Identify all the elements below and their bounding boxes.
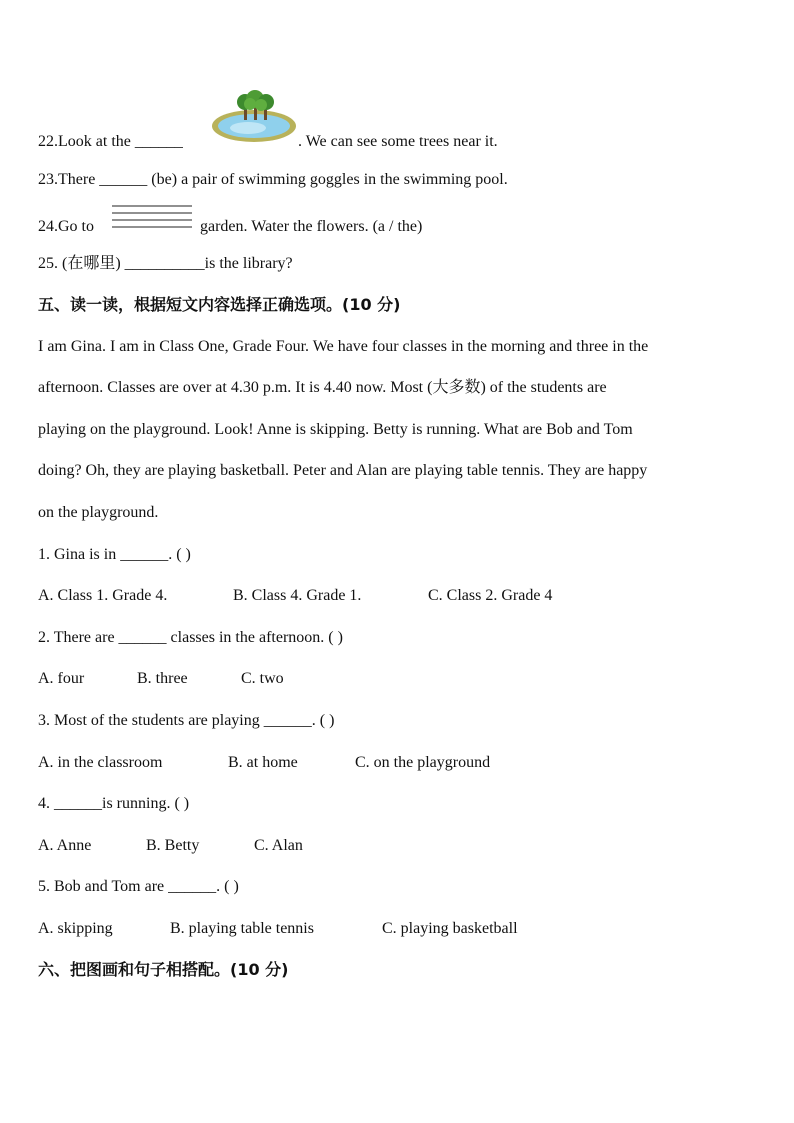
mc-question-5: 5. Bob and Tom are ______. ( ) [38, 878, 239, 895]
question-22-before: 22.Look at the ______ [38, 133, 183, 150]
passage-line: playing on the playground. Look! Anne is skipping. Betty is running. What are Bob and Tom [38, 421, 633, 438]
section-5-heading: 五、读一读，根据短文内容选择正确选项。(10 分) [38, 295, 401, 314]
question-22-after: . We can see some trees near it. [298, 133, 498, 150]
mc-question-2-option-a: A. four [38, 670, 85, 687]
section-6-heading: 六、把图画和句子相搭配。(10 分) [38, 960, 289, 979]
mc-question-2-option-c: C. two [241, 670, 284, 687]
writing-lines-picture [112, 204, 192, 232]
mc-question-3-option-a: A. in the classroom [38, 754, 163, 771]
mc-question-1-option-b: B. Class 4. Grade 1. [233, 587, 362, 604]
passage-line: afternoon. Classes are over at 4.30 p.m. It is 4.40 now. Most (大多数) of the students are [38, 379, 607, 396]
question-23: 23.There ______ (be) a pair of swimming goggles in the swimming pool. [38, 171, 508, 188]
mc-question-1: 1. Gina is in ______. ( ) [38, 546, 191, 563]
mc-question-3-option-c: C. on the playground [355, 754, 491, 771]
mc-question-2-option-b: B. three [137, 670, 188, 687]
mc-question-4-option-c: C. Alan [254, 837, 303, 854]
mc-question-4-option-b: B. Betty [146, 837, 200, 854]
mc-question-3: 3. Most of the students are playing ______. ( ) [38, 712, 335, 729]
passage-line: on the playground. [38, 504, 159, 521]
pond-with-trees-picture [210, 90, 298, 146]
mc-question-3-option-b: B. at home [228, 754, 298, 771]
mc-question-1-option-c: C. Class 2. Grade 4 [428, 587, 553, 604]
question-24-after: garden. Water the flowers. (a / the) [200, 218, 423, 235]
question-22-text [38, 132, 183, 152]
mc-question-4-option-a: A. Anne [38, 837, 92, 854]
question-25: 25. (在哪里) __________is the library? [38, 255, 293, 272]
mc-question-2: 2. There are ______ classes in the afternoon. ( ) [38, 629, 343, 646]
mc-question-4: 4. ______is running. ( ) [38, 795, 190, 812]
question-24-before: 24.Go to [38, 218, 94, 235]
passage-line: doing? Oh, they are playing basketball. Peter and Alan are playing table tennis. They are happy [38, 462, 648, 479]
mc-question-5-option-c: C. playing basketball [382, 920, 518, 937]
mc-question-1-option-a: A. Class 1. Grade 4. [38, 587, 168, 604]
mc-question-5-option-a: A. skipping [38, 920, 113, 937]
passage-line: I am Gina. I am in Class One, Grade Four. We have four classes in the morning and three in the [38, 338, 649, 355]
mc-question-5-option-b: B. playing table tennis [170, 920, 314, 937]
